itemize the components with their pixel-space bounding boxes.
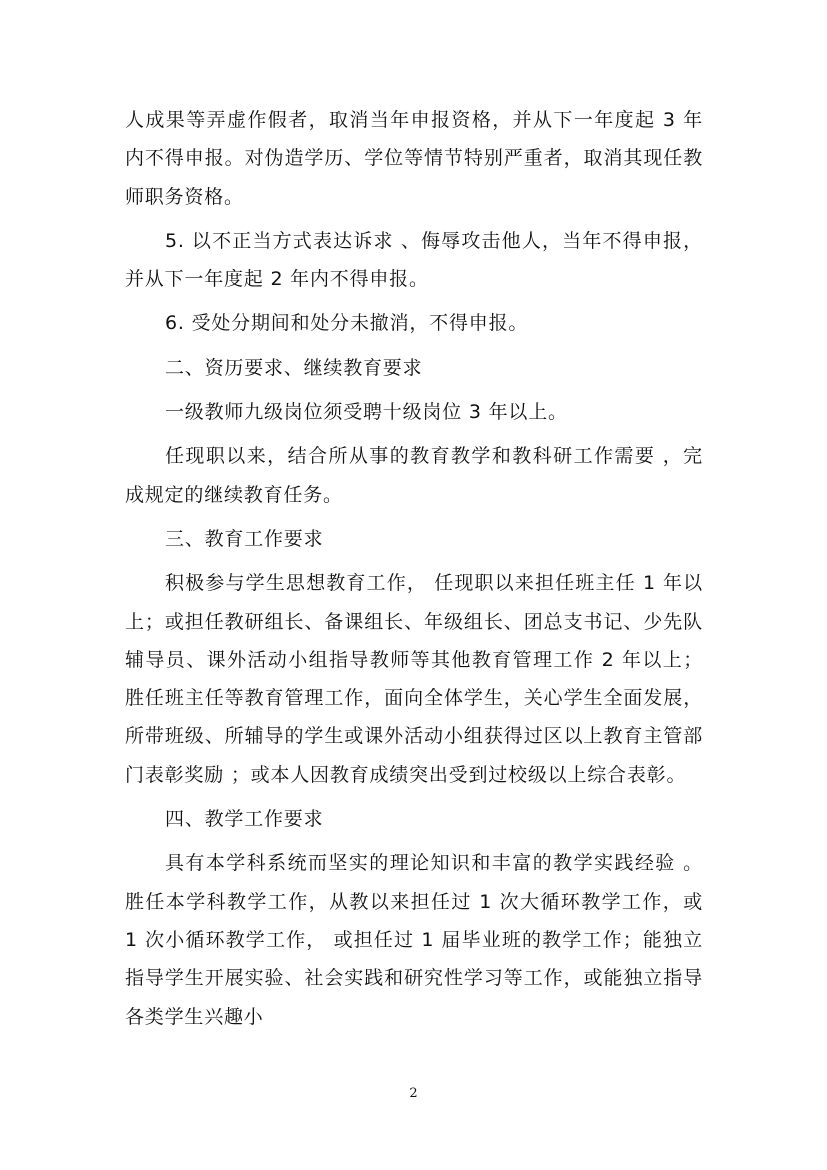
paragraph-teaching-work: 具有本学科系统而坚实的理论知识和丰富的教学实践经验 。胜任本学科教学工作，从教以来担任过 1 次大循环教学工作，或 1 次小循环教学工作， 或担任过 1 届毕业班的教学工作；能独立指导学生开展实验、社会实践和研究性学习等工作，或能独立指导各类学生兴趣小 <box>125 852 703 1028</box>
paragraph-seniority: 一级教师九级岗位须受聘十级岗位 3 年以上。 <box>165 401 568 424</box>
paragraph-education-work: 积极参与学生思想教育工作， 任现职以来担任班主任 1 年以上；或担任教研组长、备课组长、年级组长、团总支书记、少先队辅导员、课外活动小组指导教师等其他教育管理工作 2 年以上；胜任班主任等教育管理工作，面向全体学生，关心学生全面发展，所带班级、所辅导的学生或课外活动小组获得过区以上教育主管部门表彰奖励 ；或本人因教育成绩突出受到过校级以上综合表彰。 <box>125 572 703 786</box>
paragraph-item-5: 5. 以不正当方式表达诉求 、侮辱攻击他人，当年不得申报，并从下一年度起 2 年内不得申报。 <box>125 229 703 291</box>
document-body <box>125 101 703 1042</box>
paragraph-continuing-education: 任现职以来，结合所从事的教育教学和教科研工作需要 ，完成规定的继续教育任务。 <box>125 445 703 506</box>
section-heading-3: 三、教育工作要求 <box>165 527 324 550</box>
paragraph-item-6: 6. 受处分期间和处分未撤消，不得申报。 <box>165 312 529 335</box>
section-heading-4: 四、教学工作要求 <box>165 808 324 831</box>
paragraph-continuation: 人成果等弄虚作假者，取消当年申报资格，并从下一年度起 3 年内不得申报。对伪造学历、学位等情节特别严重者，取消其现任教师职务资格。 <box>125 109 703 208</box>
section-heading-2: 二、资历要求、继续教育要求 <box>165 356 423 379</box>
page-number: 2 <box>409 1086 418 1101</box>
